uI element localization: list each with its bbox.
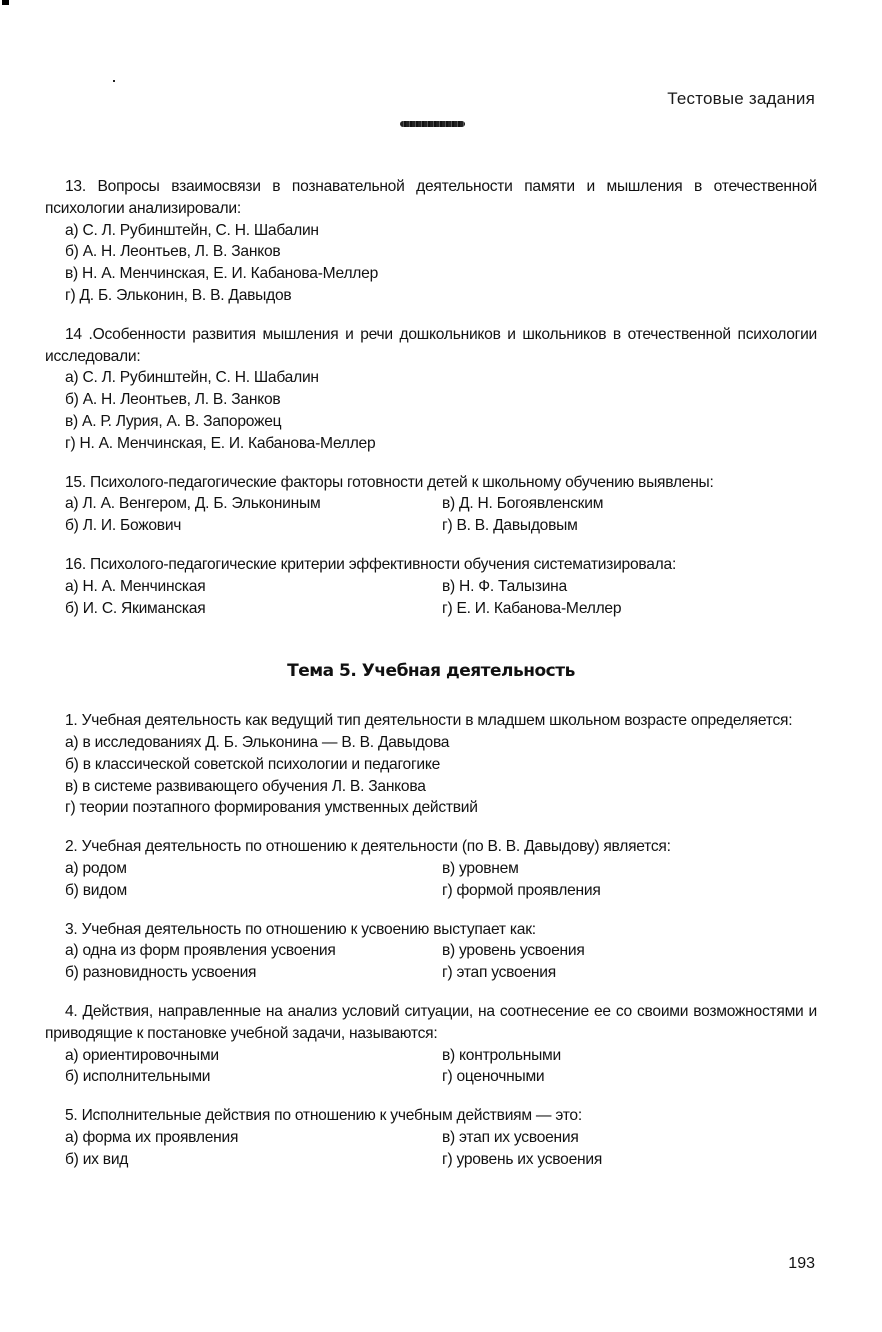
page-content — [45, 176, 817, 1187]
answer-option: б) разновидность усвоения — [65, 964, 257, 982]
question-text: 1. Учебная деятельность как ведущий тип деятельности в младшем школьном возрасте определяется: — [65, 712, 793, 730]
answer-option: в) уровень усвоения — [442, 942, 585, 960]
question-15 — [45, 472, 817, 537]
topic5-question-4 — [45, 1001, 817, 1088]
answer-option: г) оценочными — [442, 1068, 545, 1086]
answer-option: в) Н. А. Менчинская, Е. И. Кабанова-Меллер — [65, 265, 379, 283]
answer-options-grid — [45, 493, 817, 537]
page-number: 193 — [788, 1255, 815, 1272]
answer-option: а) родом — [65, 859, 127, 877]
question-13 — [45, 176, 817, 307]
answer-options-grid — [45, 940, 817, 984]
decorative-ornament — [400, 121, 465, 127]
answer-option: г) Е. И. Кабанова-Меллер — [442, 599, 622, 617]
answer-option: г) Н. А. Менчинская, Е. И. Кабанова-Меллер — [65, 434, 376, 452]
section-title: Тема 5. Учебная деятельность — [287, 661, 575, 682]
answer-option: б) исполнительными — [65, 1068, 211, 1086]
answer-option: в) этап их усвоения — [442, 1128, 579, 1146]
answer-option: в) А. Р. Лурия, А. В. Запорожец — [65, 412, 282, 430]
scan-speck — [113, 80, 115, 82]
answer-option: в) Д. Н. Богоявленским — [442, 495, 604, 513]
question-14 — [45, 324, 817, 455]
answer-option: а) форма их проявления — [65, 1128, 239, 1146]
answer-option: б) А. Н. Леонтьев, Л. В. Занков — [65, 243, 281, 261]
topic5-question-1 — [45, 710, 817, 819]
question-text: 14 .Особенности развития мышления и речи дошкольников и школьников в отечественной психологии исследовали: — [45, 325, 817, 365]
answer-option: а) С. Л. Рубинштейн, С. Н. Шабалин — [65, 369, 319, 387]
answer-option: в) уровнем — [442, 859, 519, 877]
running-head: Тестовые задания — [667, 89, 815, 108]
question-16 — [45, 554, 817, 619]
answer-options-grid — [45, 858, 817, 902]
topic5-question-3 — [45, 919, 817, 984]
answer-option: г) В. В. Давыдовым — [442, 517, 578, 535]
question-text: 2. Учебная деятельность по отношению к деятельности (по В. В. Давыдову) является: — [65, 838, 671, 856]
answer-option: б) их вид — [65, 1150, 129, 1168]
answer-option: г) теории поэтапного формирования умственных действий — [65, 799, 478, 817]
answer-option: б) Л. И. Божович — [65, 517, 182, 535]
answer-option: б) видом — [65, 881, 127, 899]
topic5-question-2 — [45, 836, 817, 901]
answer-option: а) Л. А. Венгером, Д. Б. Элькониным — [65, 495, 321, 513]
answer-option: а) С. Л. Рубинштейн, С. Н. Шабалин — [65, 221, 319, 239]
question-text: 16. Психолого-педагогические критерии эффективности обучения систематизировала: — [65, 555, 677, 573]
question-text: 15. Психолого-педагогические факторы готовности детей к школьному обучению выявлены: — [65, 473, 714, 491]
answer-option: г) этап усвоения — [442, 964, 556, 982]
topic5-question-5 — [45, 1105, 817, 1170]
answer-option: г) уровень их усвоения — [442, 1150, 603, 1168]
answer-option: в) в системе развивающего обучения Л. В. Занкова — [65, 777, 426, 795]
answer-option: а) в исследованиях Д. Б. Эльконина — В. В. Давыдова — [65, 733, 450, 751]
answer-option: г) Д. Б. Эльконин, В. В. Давыдов — [65, 286, 292, 304]
question-text: 5. Исполнительные действия по отношению к учебным действиям — это: — [65, 1107, 582, 1125]
answer-options-grid — [45, 576, 817, 620]
answer-option: б) А. Н. Леонтьев, Л. В. Занков — [65, 391, 281, 409]
answer-option: в) Н. Ф. Талызина — [442, 577, 567, 595]
answer-option: в) контрольными — [442, 1046, 561, 1064]
question-text: 13. Вопросы взаимосвязи в познавательной деятельности памяти и мышления в отечественной психологии анализировали: — [45, 178, 817, 217]
answer-option: а) Н. А. Менчинская — [65, 577, 206, 595]
answer-option: г) формой проявления — [442, 881, 601, 899]
answer-option: б) И. С. Якиманская — [65, 599, 206, 617]
question-text: 4. Действия, направленные на анализ условий ситуации, на соотнесение ее со своими возможностями и приводящие к постановке учебной задачи, называются: — [45, 1002, 817, 1042]
question-text: 3. Учебная деятельность по отношению к усвоению выступает как: — [65, 920, 536, 938]
scan-corner-mark — [2, 0, 9, 5]
answer-options-grid — [45, 1045, 817, 1089]
answer-option: б) в классической советской психологии и педагогике — [65, 755, 441, 773]
answer-option: а) одна из форм проявления усвоения — [65, 942, 336, 960]
answer-option: а) ориентировочными — [65, 1046, 219, 1064]
answer-options-grid — [45, 1127, 817, 1171]
